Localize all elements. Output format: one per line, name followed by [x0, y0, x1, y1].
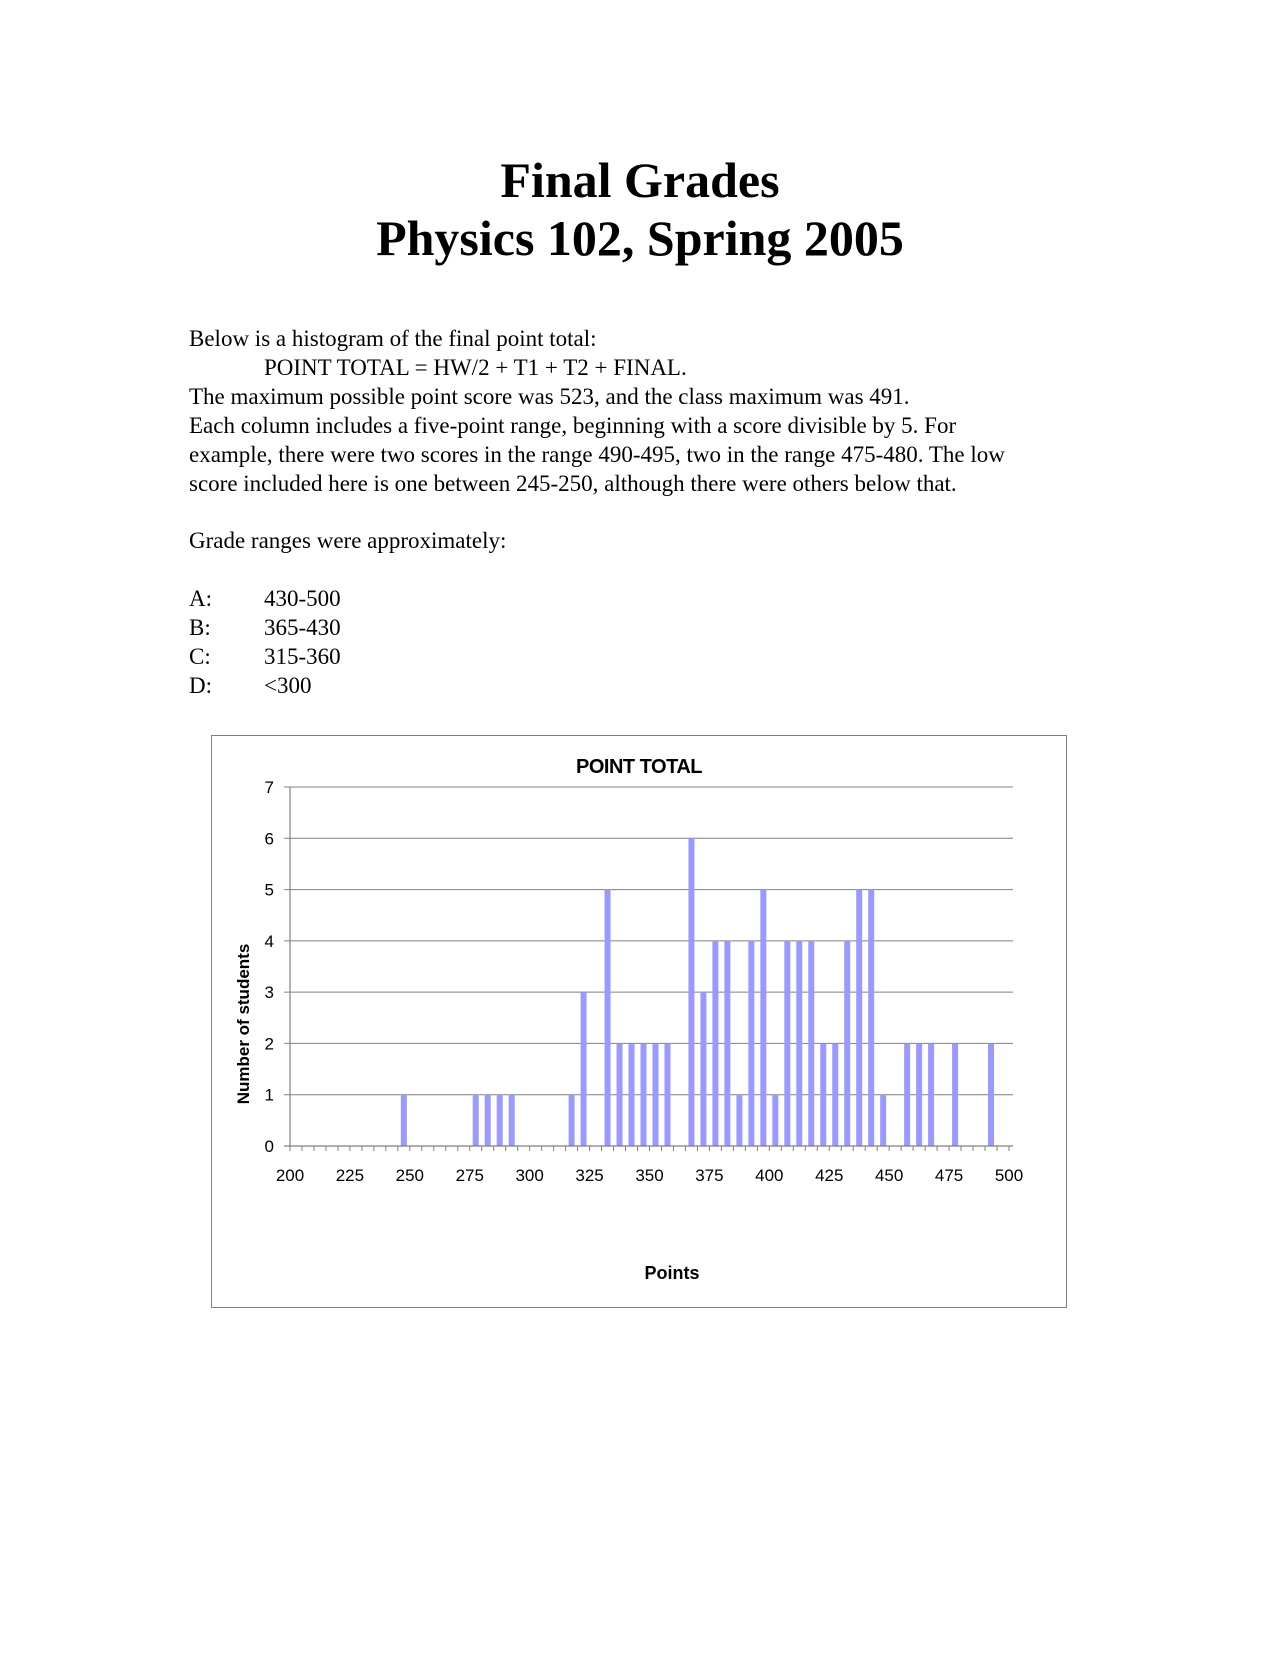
- y-tick-label: 0: [264, 1137, 274, 1156]
- bar-280: [485, 1095, 491, 1146]
- x-tick-label: 500: [994, 1166, 1024, 1185]
- histogram-svg: [212, 736, 1066, 1307]
- bar-475: [952, 1043, 958, 1146]
- paragraph-line-3: score included here is one between 245-250, although there were others below that.: [189, 471, 957, 496]
- bar-285: [497, 1095, 503, 1146]
- histogram-chart: [211, 735, 1067, 1308]
- bar-455: [904, 1043, 910, 1146]
- x-tick-label: 350: [635, 1166, 664, 1185]
- grade-row: [189, 614, 341, 642]
- grade-range: 365-430: [264, 615, 341, 640]
- bar-440: [868, 890, 874, 1146]
- bar-425: [832, 1043, 838, 1146]
- grade-letter: B:: [189, 615, 211, 640]
- page-title: Final Grades: [500, 152, 780, 208]
- x-tick-label: 275: [455, 1166, 484, 1185]
- grade-letter: A:: [189, 586, 212, 611]
- bar-390: [748, 941, 754, 1146]
- bar-330: [605, 890, 611, 1146]
- bar-315: [569, 1095, 575, 1146]
- grade-row: [189, 672, 312, 700]
- x-tick-label: 400: [755, 1166, 784, 1185]
- x-tick-label: 250: [395, 1166, 425, 1185]
- bar-365: [688, 838, 694, 1146]
- y-tick-label: 4: [264, 931, 274, 951]
- grade-range: 430-500: [264, 586, 341, 611]
- formula-text: POINT TOTAL = HW/2 + T1 + T2 + FINAL.: [264, 355, 687, 380]
- paragraph-line-2: example, there were two scores in the range 490-495, two in the range 475-480. The low: [189, 442, 1005, 467]
- grade-row: [189, 585, 341, 613]
- bar-405: [784, 941, 790, 1146]
- x-tick-label: 325: [575, 1166, 604, 1185]
- grade-letter: D:: [189, 673, 212, 698]
- bar-395: [760, 890, 766, 1146]
- bar-275: [473, 1095, 479, 1146]
- y-tick-label: 3: [264, 983, 274, 1003]
- bar-320: [581, 992, 587, 1146]
- x-axis-label: Points: [644, 1263, 700, 1283]
- chart-title: POINT TOTAL: [576, 756, 702, 778]
- x-tick-label: 475: [934, 1166, 964, 1185]
- x-tick-label: 225: [335, 1166, 365, 1185]
- grade-range: 315-360: [264, 644, 341, 669]
- bar-465: [928, 1043, 934, 1146]
- bar-415: [808, 941, 814, 1146]
- page-subtitle: Physics 102, Spring 2005: [376, 210, 904, 266]
- bar-490: [988, 1043, 994, 1146]
- x-tick-label: 425: [815, 1166, 844, 1185]
- x-tick-label: 375: [695, 1166, 724, 1185]
- y-tick-label: 7: [264, 778, 274, 797]
- y-tick-label: 6: [264, 829, 274, 849]
- grade-range: <300: [264, 673, 312, 698]
- paragraph-line-1: Each column includes a five-point range, beginning with a score divisible by 5. For: [189, 413, 957, 438]
- bar-410: [796, 941, 802, 1146]
- grade-letter: C:: [189, 644, 211, 669]
- max-score-text: The maximum possible point score was 523, and the class maximum was 491.: [189, 384, 910, 409]
- bar-335: [617, 1043, 623, 1146]
- bar-290: [509, 1095, 515, 1146]
- y-axis-label: Number of students: [234, 943, 253, 1105]
- bar-460: [916, 1043, 922, 1146]
- bar-350: [652, 1043, 658, 1146]
- bar-420: [820, 1043, 826, 1146]
- intro-text: Below is a histogram of the final point total:: [189, 326, 597, 351]
- bar-380: [724, 941, 730, 1146]
- y-tick-label: 1: [264, 1085, 274, 1105]
- y-tick-label: 5: [264, 880, 274, 900]
- grade-row: [189, 643, 341, 671]
- x-tick-label: 200: [275, 1166, 305, 1185]
- x-tick-label: 300: [515, 1166, 544, 1185]
- bar-385: [736, 1095, 742, 1146]
- y-tick-label: 2: [264, 1034, 274, 1054]
- bar-400: [772, 1095, 778, 1146]
- bar-435: [856, 890, 862, 1146]
- bar-370: [700, 992, 706, 1146]
- bar-340: [629, 1043, 635, 1146]
- bar-345: [641, 1043, 647, 1146]
- bar-245: [401, 1095, 407, 1146]
- gridlines: [284, 787, 1013, 1146]
- bar-375: [712, 941, 718, 1146]
- bar-355: [664, 1043, 670, 1146]
- bar-430: [844, 941, 850, 1146]
- x-tick-label: 450: [874, 1166, 904, 1185]
- bar-445: [880, 1095, 886, 1146]
- grade-ranges-intro: Grade ranges were approximately:: [189, 528, 507, 553]
